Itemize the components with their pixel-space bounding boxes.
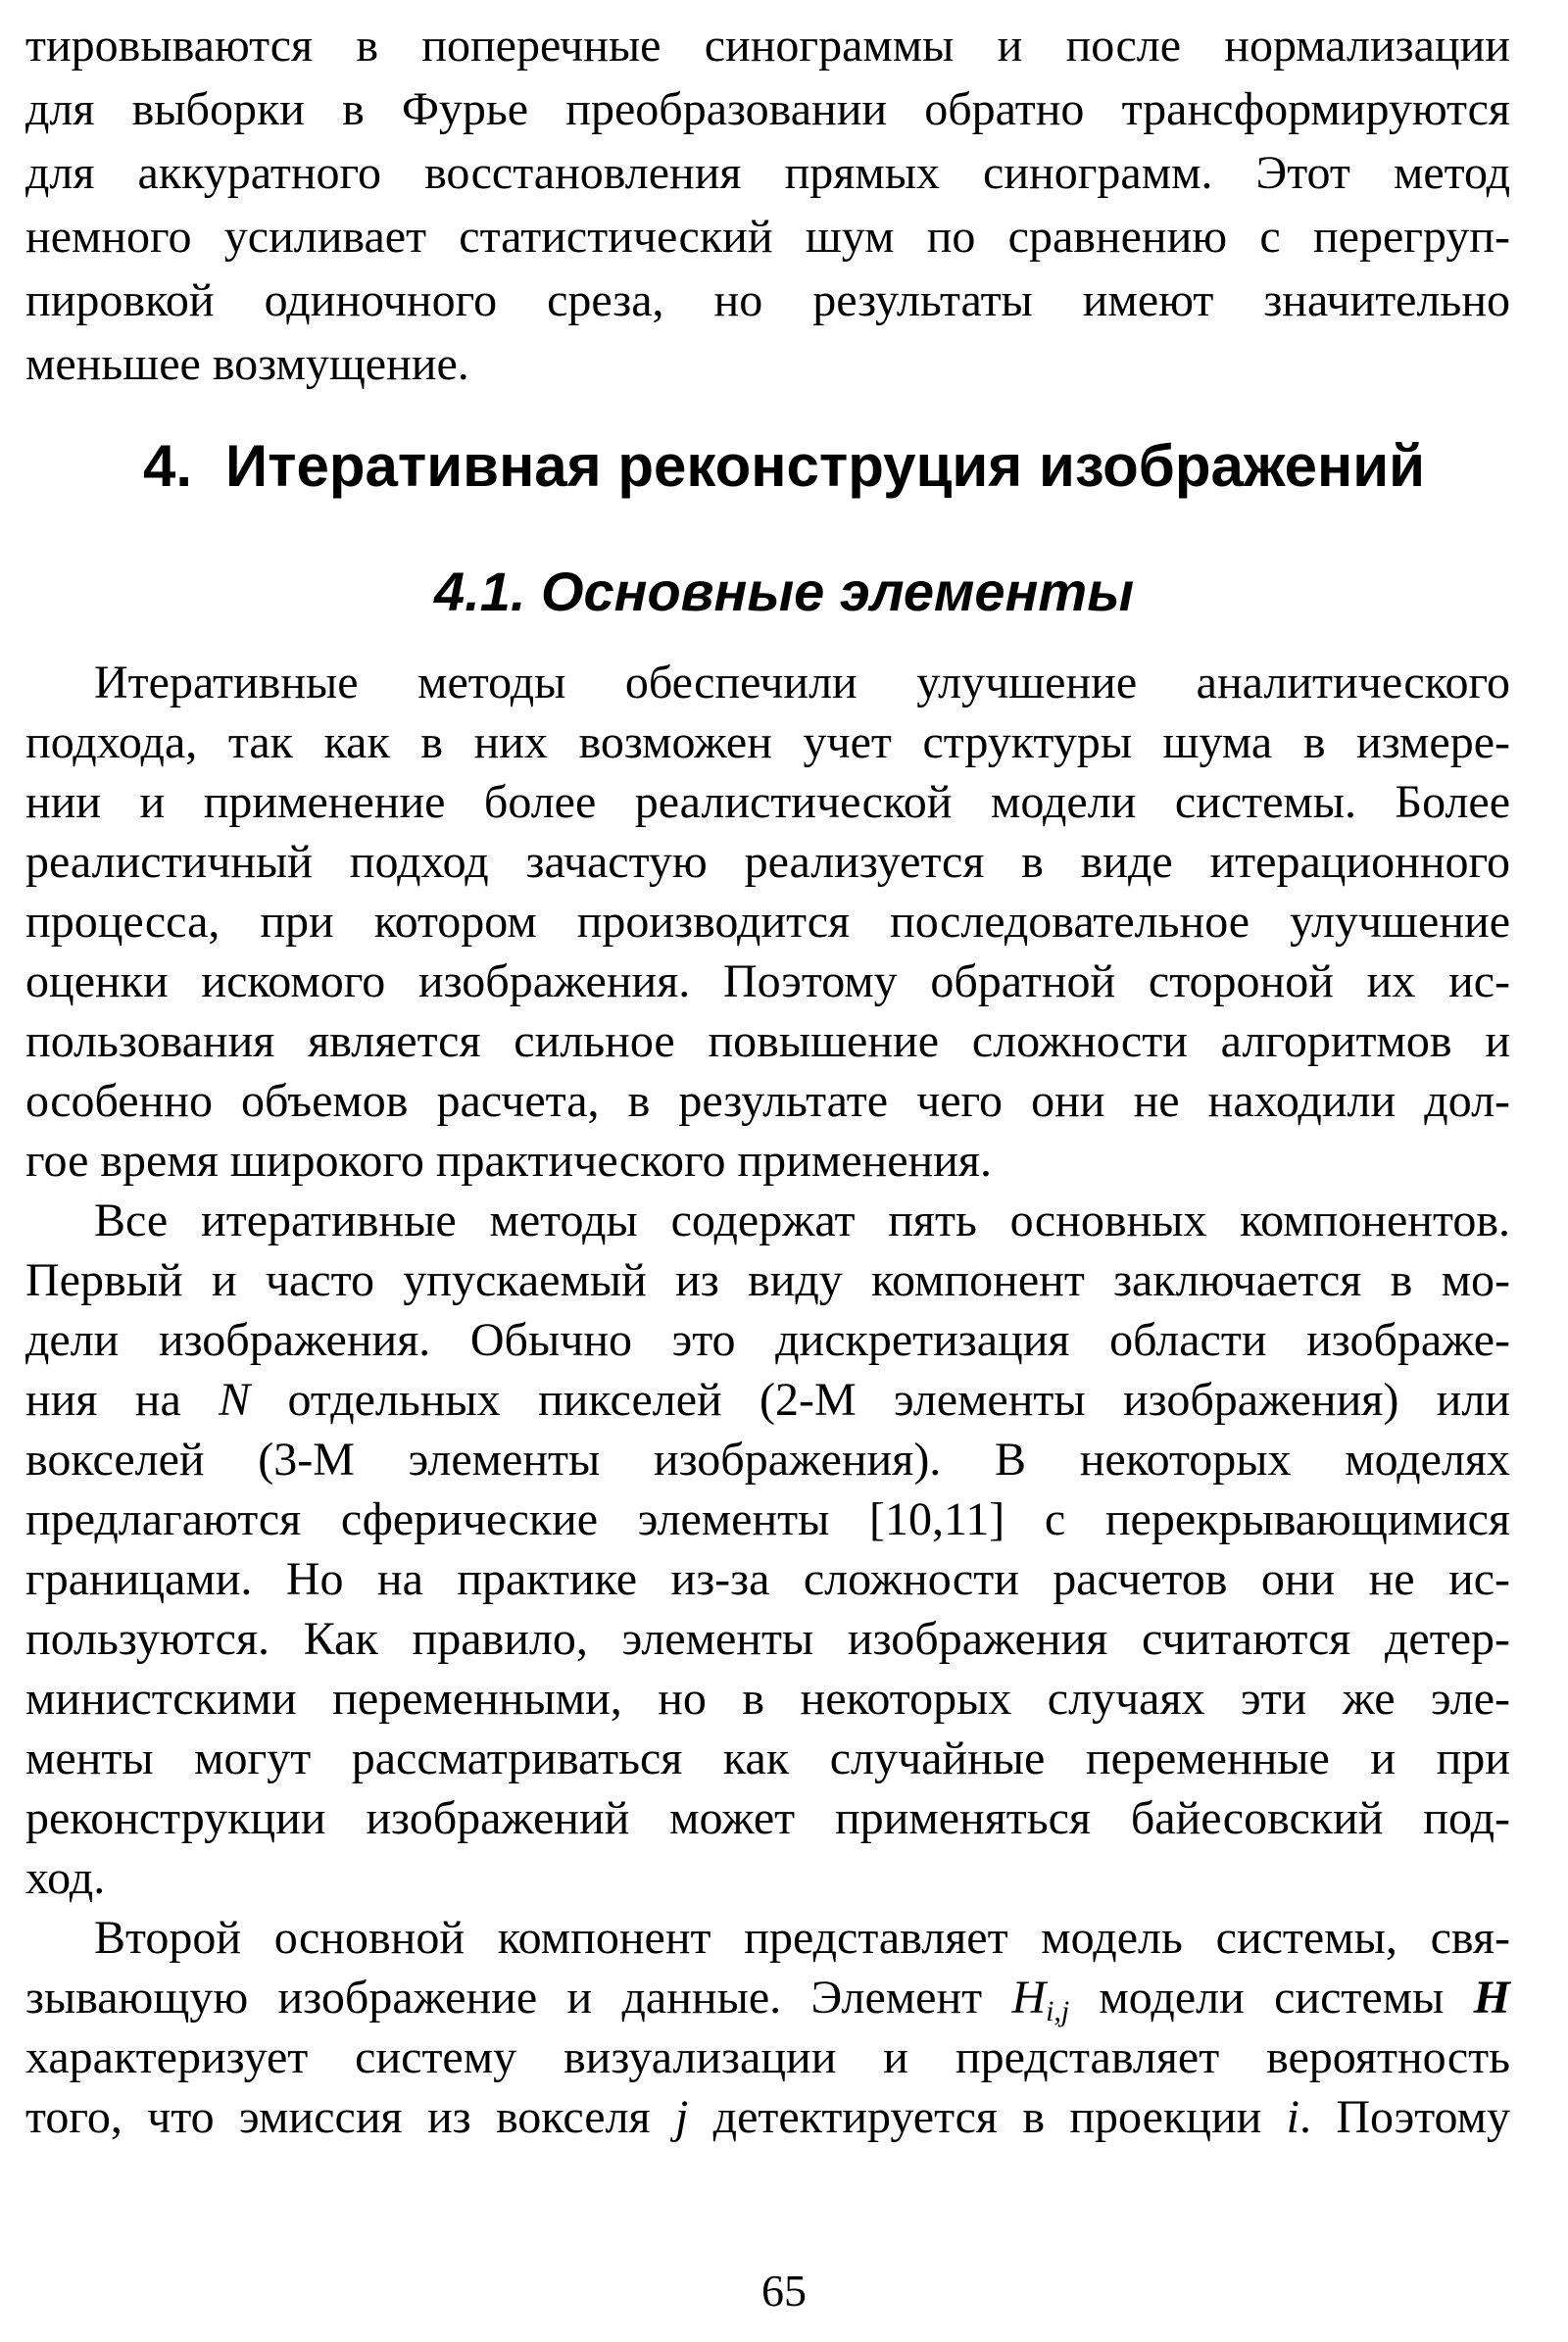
text-line: министскими переменными, но в некоторых случаях эти же эле- bbox=[25, 1673, 1510, 1725]
text-line: оценки искомого изображения. Поэтому обратной стороной их ис- bbox=[25, 955, 1510, 1007]
section-number: 4. bbox=[142, 433, 193, 499]
text-line: тировываются в поперечные синограммы и после нормализации bbox=[25, 20, 1510, 72]
text-line: реконструкции изображений может применяться байесовский под- bbox=[25, 1792, 1510, 1844]
text-line: ния на N отдельных пикселей (2-М элементы изображения) или bbox=[25, 1374, 1510, 1426]
paragraph-five-components bbox=[25, 1191, 1510, 1908]
page-number: 65 bbox=[761, 2266, 807, 2316]
text-line: гое время широкого практического применения. bbox=[25, 1135, 992, 1187]
text-line: характеризует систему визуализации и представляет вероятность bbox=[25, 2031, 1510, 2083]
text-line: пользования является сильное повышение сложности алгоритмов и bbox=[25, 1015, 1510, 1067]
text-line: Первый и часто упускаемый из виду компонент заключается в мо- bbox=[25, 1254, 1510, 1306]
text-line: предлагаются сферические элементы [10,11] с перекрывающимися bbox=[25, 1493, 1510, 1545]
text-line: особенно объемов расчета, в результате чего они не находили дол- bbox=[25, 1075, 1510, 1127]
paragraph-iterative-methods bbox=[25, 653, 1510, 1191]
text-line: пировкой одиночного среза, но результаты имеют значительно bbox=[25, 274, 1510, 326]
text-line: Второй основной компонент представляет модель системы, свя- bbox=[94, 1912, 1510, 1964]
math-symbol: H bbox=[1011, 1972, 1047, 2024]
text-line: меньшее возмущение. bbox=[25, 338, 469, 390]
math-symbol: H bbox=[1473, 1972, 1510, 2024]
intro-paragraph bbox=[25, 0, 1510, 396]
math-symbol: i,j bbox=[1046, 1995, 1070, 2028]
text-line: Итеративные методы обеспечили улучшение аналитического bbox=[94, 657, 1510, 708]
text-line: ход. bbox=[25, 1852, 106, 1904]
text-line: пользуются. Как правило, элементы изображения считаются детер- bbox=[25, 1613, 1510, 1665]
section-heading bbox=[0, 431, 1568, 502]
text-line: вокселей (3-М элементы изображения). В некоторых моделях bbox=[25, 1434, 1510, 1486]
text-line: подхода, так как в них возможен учет структуры шума в измере- bbox=[25, 716, 1510, 768]
text-line: границами. Но на практике из-за сложности расчетов они не ис- bbox=[25, 1553, 1510, 1605]
text-line: менты могут рассматриваться как случайные переменные и при bbox=[25, 1732, 1510, 1784]
text-line: дели изображения. Обычно это дискретизация области изображе- bbox=[25, 1314, 1510, 1366]
paragraph-system-model bbox=[25, 1908, 1510, 2147]
text-line: зывающую изображение и данные. Элемент $H_{i,j}$ модели системы H bbox=[25, 1972, 1510, 2028]
section-title: Итеративная реконструция изображений bbox=[225, 433, 1426, 499]
text-line: для выборки в Фурье преобразовании обратно трансформируются bbox=[25, 83, 1510, 135]
subsection-heading: 4.1. Основные элементы bbox=[433, 561, 1135, 622]
text-line: реалистичный подход зачастую реализуется в виде итерационного bbox=[25, 836, 1510, 888]
text-line: для аккуратного восстановления прямых синограмм. Этот метод bbox=[25, 147, 1510, 199]
math-symbol: N bbox=[219, 1374, 251, 1426]
text-line: процесса, при котором производится последовательное улучшение bbox=[25, 896, 1510, 948]
math-symbol: i bbox=[1286, 2091, 1300, 2143]
text-line: того, что эмиссия из вокселя j детектируется в проекции i. Поэтому bbox=[25, 2091, 1511, 2143]
text-line: нии и применение более реалистической модели системы. Более bbox=[25, 776, 1510, 828]
math-symbol: j bbox=[674, 2091, 689, 2143]
text-line: немного усиливает статистический шум по сравнению с перегруп- bbox=[25, 211, 1510, 263]
text-line: Все итеративные методы содержат пять основных компонентов. bbox=[94, 1195, 1510, 1246]
